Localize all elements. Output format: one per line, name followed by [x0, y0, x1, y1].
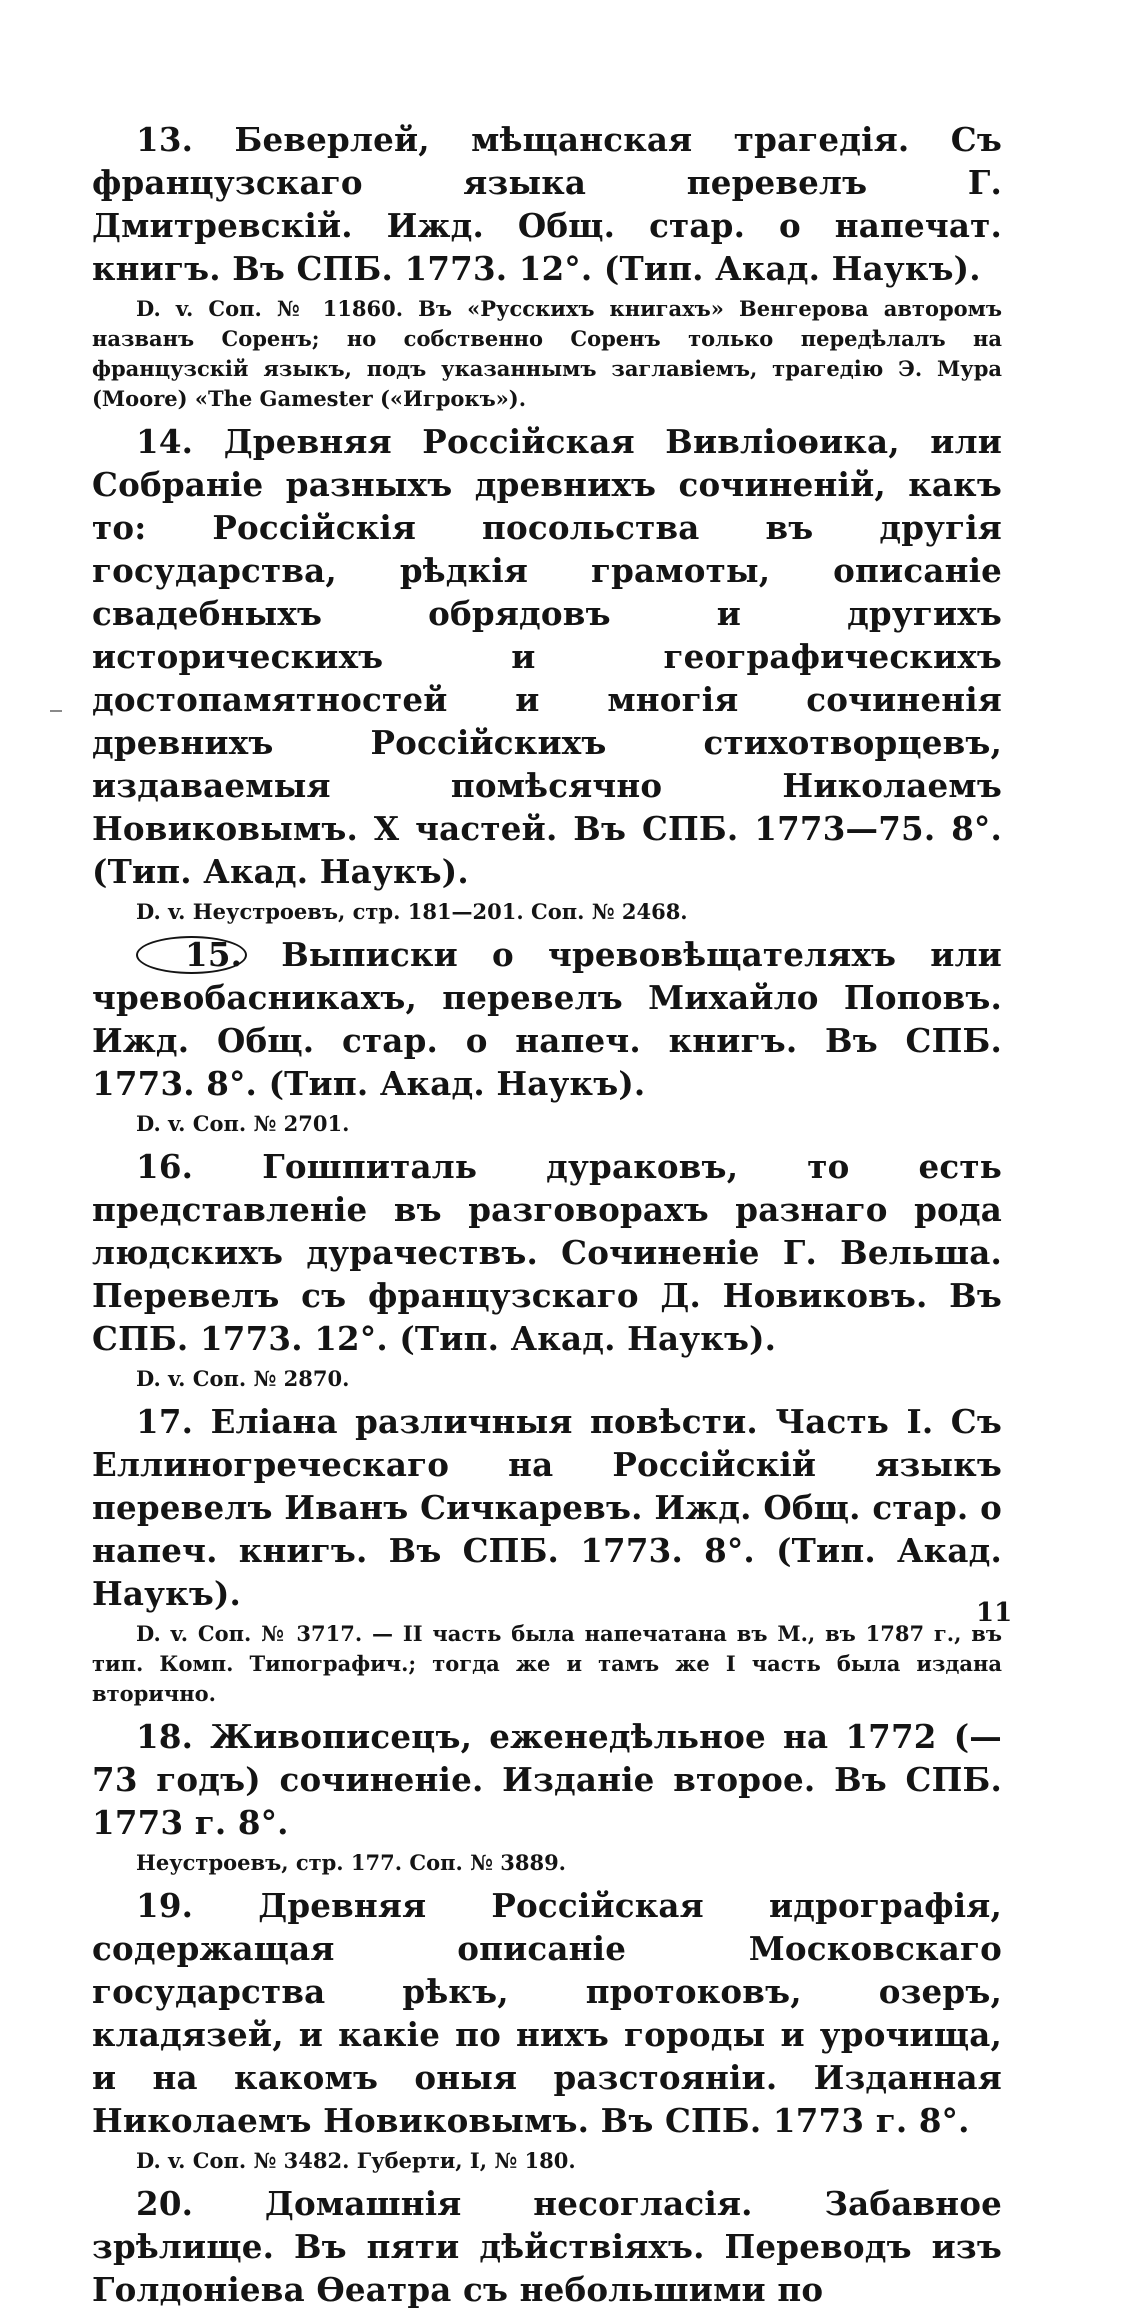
- entry-text: Еліана различныя повѣсти. Часть I. Съ Еллиногреческаго на Россійскій языкъ перевелъ Иванъ Сичкаревъ. Ижд. Общ. стар. о напеч. книгъ. Въ СПБ. 1773. 8°. (Тип. Акад. Наукъ).: [92, 1402, 1002, 1613]
- entry-20: [92, 2182, 1002, 2311]
- entry-17: [92, 1400, 1002, 1709]
- entry-text: Беверлей, мѣщанская трагедія. Съ французскаго языка перевелъ Г. Дмитревскій. Ижд. Общ. стар. о напечат. книгъ. Въ СПБ. 1773. 12°. (Тип. Акад. Наукъ).: [92, 120, 1003, 288]
- entry-note: D. v. Соп. № 11860. Въ «Русскихъ книгахъ» Венгерова авторомъ названъ Соренъ; но собственно Соренъ только передѣлалъ на французскій языкъ, подъ указаннымъ заглавіемъ, трагедію Э. Мура (Moore) «The Gamester («Игрокъ»).: [92, 296, 1002, 411]
- entry-text: Гошпиталь дураковъ, то есть представленіе въ разговорахъ разнаго рода людскихъ дурачествъ. Сочиненіе Г. Вельша. Перевелъ съ французскаго Д. Новиковъ. Въ СПБ. 1773. 12°. (Тип. Акад. Наукъ).: [92, 1147, 1002, 1358]
- entry-text: Древняя Россійская идрографія, содержащая описаніе Московскаго государства рѣкъ, протоковъ, озеръ, кладязей, и какіе по нихъ городы и урочища, и на какомъ оныя разстояніи. Изданная Николаемъ Новиковымъ. Въ СПБ. 1773 г. 8°.: [92, 1886, 1002, 2140]
- entry-note: D. v. Соп. № 2701.: [136, 1111, 350, 1136]
- entry-number: 18.: [136, 1717, 194, 1756]
- page-number: 11: [976, 1598, 1013, 1628]
- margin-dash: [50, 710, 62, 712]
- entry-note: D. v. Соп. № 3482. Губерти, I, № 180.: [136, 2148, 576, 2173]
- entry-number: 20.: [136, 2184, 194, 2223]
- entry-number: 14.: [136, 422, 194, 461]
- entry-18: [92, 1715, 1002, 1878]
- entry-13: [92, 118, 1002, 414]
- entry-number-circled: 15.: [136, 936, 247, 974]
- entry-14: [92, 420, 1002, 927]
- text-column: [92, 118, 1002, 2311]
- entry-number: 19.: [136, 1886, 194, 1925]
- entry-text: Живописецъ, еженедѣльное на 1772 (—73 годъ) сочиненіе. Изданіе второе. Въ СПБ. 1773 г. 8°.: [92, 1717, 1003, 1842]
- entry-text: Выписки о чревовѣщателяхъ или чревобасникахъ, перевелъ Михайло Поповъ. Ижд. Общ. стар. о напеч. книгъ. Въ СПБ. 1773. 8°. (Тип. Акад. Наукъ).: [92, 935, 1002, 1103]
- entry-number: 13.: [136, 120, 194, 159]
- entry-note: D. v. Соп. № 2870.: [136, 1366, 350, 1391]
- entry-15: [92, 933, 1002, 1139]
- entry-number: 17.: [136, 1402, 194, 1441]
- entry-text: Домашнія несогласія. Забавное зрѣлище. Въ пяти дѣйствіяхъ. Переводъ изъ Голдоніева Ѳеатра съ небольшими по: [92, 2184, 1003, 2309]
- entry-note: Неустроевъ, стр. 177. Соп. № 3889.: [136, 1850, 566, 1875]
- entry-19: [92, 1884, 1002, 2176]
- entry-text: Древняя Россійская Вивліоѳика, или Собраніе разныхъ древнихъ сочиненій, какъ то: Россійскія посольства въ другія государства, рѣдкія грамоты, описаніе свадебныхъ обрядовъ и другихъ историческихъ и географическихъ достопамятностей и многія сочиненія древнихъ Россійскихъ стихотворцевъ, издаваемыя помѣсячно Николаемъ Новиковымъ. X частей. Въ СПБ. 1773—75. 8°. (Тип. Акад. Наукъ).: [92, 422, 1002, 891]
- entry-note: D. v. Соп. № 3717. — II часть была напечатана въ М., въ 1787 г., въ тип. Комп. Типографич.; тогда же и тамъ же I часть была издана вторично.: [92, 1621, 1002, 1706]
- entry-16: [92, 1145, 1002, 1394]
- entry-note: D. v. Неустроевъ, стр. 181—201. Соп. № 2468.: [136, 899, 688, 924]
- entry-number: 16.: [136, 1147, 194, 1186]
